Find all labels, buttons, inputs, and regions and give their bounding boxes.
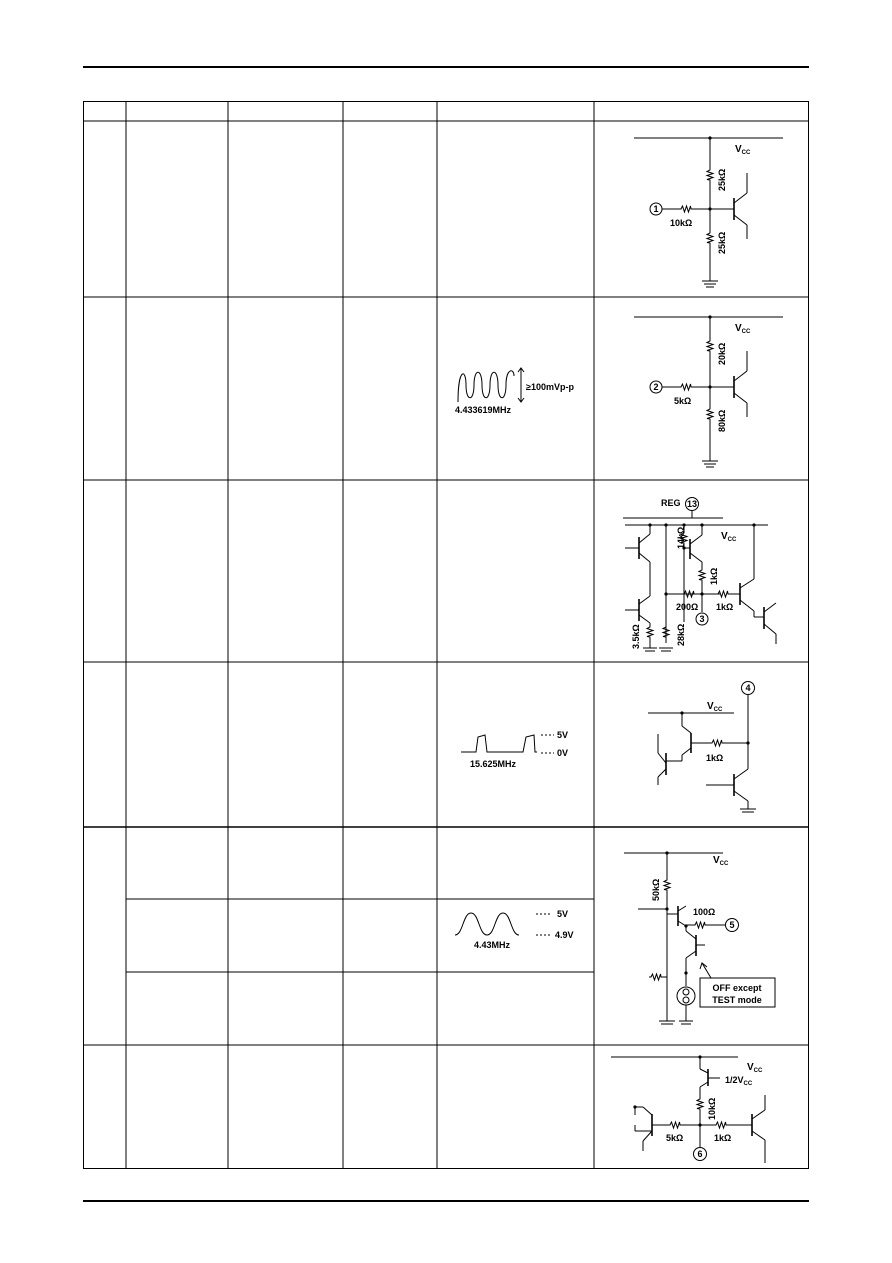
half-vcc-subscript: CC: [743, 1081, 753, 1087]
vcc-label: V: [707, 701, 714, 712]
resistor-label: 1kΩ: [709, 567, 719, 585]
resistor-label: 1kΩ: [716, 602, 734, 612]
pin1-equivalent-circuit: [634, 136, 783, 287]
resistor-label: 1kΩ: [714, 1133, 732, 1143]
low-level-label: 0V: [557, 748, 569, 758]
resistor-label: 200Ω: [676, 602, 699, 612]
resistor-label: 5kΩ: [666, 1133, 684, 1143]
vcc-subscript: CC: [741, 329, 751, 335]
high-level-label: 5V: [557, 730, 569, 740]
pin5-equivalent-circuit: [624, 851, 775, 1024]
svg-text:VCC: [735, 144, 751, 156]
pin3-equivalent-circuit: [623, 498, 776, 652]
resistor-label: 10kΩ: [670, 218, 693, 228]
pin-number: 1: [653, 204, 659, 214]
resistor-label: 14kΩ: [676, 526, 686, 549]
vcc-subscript: CC: [719, 861, 729, 867]
table-grid: [83, 101, 809, 1169]
pin-number: 4: [745, 683, 751, 693]
svg-text:VCC: [707, 701, 723, 713]
pin4-output-waveform: [461, 730, 568, 769]
top-rule: [83, 66, 809, 68]
amplitude-label: ≥100mVp-p: [526, 382, 574, 392]
frequency-label: 4.43MHz: [474, 940, 511, 950]
vcc-label: V: [735, 323, 742, 334]
resistor-label: 10kΩ: [707, 1097, 717, 1120]
resistor-label: 25kΩ: [717, 168, 727, 191]
resistor-label: 1kΩ: [706, 753, 724, 763]
resistor-label: 5kΩ: [674, 396, 692, 406]
pin2-equivalent-circuit: [634, 315, 783, 467]
note-text: TEST mode: [712, 995, 762, 1005]
vcc-label: V: [721, 531, 728, 542]
svg-text:1/2VCC: [725, 1075, 753, 1087]
vcc-subscript: CC: [713, 707, 723, 713]
svg-text:VCC: [735, 323, 751, 335]
pin6-equivalent-circuit: [611, 1055, 765, 1163]
note-text: OFF except: [712, 983, 762, 993]
pin-number: 6: [697, 1149, 703, 1159]
resistor-label: 50kΩ: [651, 878, 661, 901]
low-level-label: 4.9V: [555, 930, 574, 940]
high-level-label: 5V: [557, 909, 569, 919]
pin-description-table: [83, 101, 809, 1169]
vcc-label: V: [713, 855, 720, 866]
resistor-label: 100Ω: [693, 907, 716, 917]
pin4-equivalent-circuit: [648, 682, 756, 813]
half-vcc-label: 1/2V: [725, 1075, 744, 1085]
vcc-subscript: CC: [753, 1068, 763, 1074]
resistor-label: 28kΩ: [676, 623, 686, 646]
svg-text:VCC: [747, 1062, 763, 1074]
reg-pin-number: 13: [686, 499, 698, 509]
frequency-label: 15.625MHz: [470, 759, 517, 769]
resistor-label: 25kΩ: [717, 231, 727, 254]
vcc-subscript: CC: [741, 150, 751, 156]
pin-number: 5: [729, 920, 735, 930]
pin2-input-waveform: [455, 368, 574, 415]
vcc-label: V: [747, 1062, 754, 1073]
reg-label: REG: [661, 498, 681, 508]
svg-text:VCC: [713, 855, 729, 867]
resistor-label: 3.5kΩ: [631, 624, 641, 649]
vcc-subscript: CC: [727, 537, 737, 543]
pin5-output-waveform: [455, 909, 574, 950]
pin-number: 3: [699, 614, 705, 624]
resistor-label: 80kΩ: [717, 409, 727, 432]
vcc-label: V: [735, 144, 742, 155]
svg-text:VCC: [721, 531, 737, 543]
frequency-label: 4.433619MHz: [455, 405, 512, 415]
pin-number: 2: [653, 382, 659, 392]
resistor-label: 20kΩ: [717, 342, 727, 365]
bottom-rule: [83, 1200, 809, 1202]
